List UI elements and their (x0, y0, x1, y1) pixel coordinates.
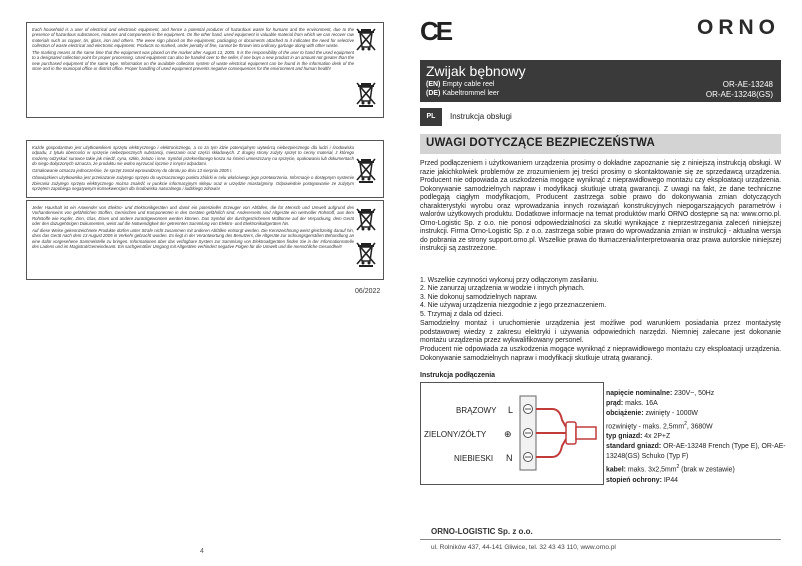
wire-label-blue: NIEBIESKI (454, 454, 494, 463)
footer-address: ul. Rolników 437, 44-141 Gliwice, tel. 32 43 43 110, www.orno.pl (431, 544, 616, 551)
list-item: 3. Nie dokonuj samodzielnych napraw. (420, 293, 538, 301)
product-title: Zwijak bębnowy (426, 63, 526, 79)
weee-pl-paragraph-2: Oznakowanie oznacza jednocześnie, że sprzęt został wprowadzony do obrotu po dniu 13 sierpnia 2005 r. (32, 168, 233, 174)
list-item: 1. Wszelkie czynności wykonuj przy odłączonym zasilaniu. (420, 277, 599, 284)
spec-value: OR-AE-13248 French (Type E), OR-AE-13248(GS) Schuko (Typ F) (606, 443, 786, 461)
document-date: 06/2022 (355, 288, 381, 295)
connection-heading: Instrukcja podłączenia (420, 372, 496, 379)
earth-symbol-icon: ⊕ (504, 430, 512, 440)
safety-heading-bar (420, 134, 781, 154)
crossed-bin-icon (355, 81, 377, 107)
subtitle-de-tag: (DE) (426, 90, 441, 97)
liability-paragraph: Producent nie odpowiada za uszkodzenia mogące wyniknąć z nieprawidłowego montażu czy eksploatacji urządzenia. Dokonywanie samodzielnych napraw i modyfikacji skutkuje utratą gwarancji. (420, 346, 781, 362)
weee-box-de (26, 200, 384, 280)
crossed-bin-icon (355, 241, 377, 267)
right-page (400, 0, 802, 566)
brand-logo: ORNO (697, 16, 780, 39)
spec-label: typ gniazd: (606, 433, 643, 441)
weee-de-paragraph-2: Auf diese Weise gekennzeichnete Produkte dürfen unter Strafe nicht zusammen mit anderen Abfällen entsorgt werden. Die Kennzeichnung weist gleichzeitig darauf hin, dass das Gerät nach dem 13 August 2005 in Verkehr gebracht wurden. Es liegt in der Verantwortung des Benutzers, die Altgeräte zur ordnungsgemäßen Behandlung an eine dafür vorgesehene Sammelstelle zu bringen. Informationen über das verfügbare System zur Sammlung von Elektroaltgeräten finden Sie in der Informationsstelle des Ladens und im Magistrat/Gemeindeamt. Ein sachgemäßer Umgang mit Altgeräten verhindert negative Folgen für die Umwelt und die menschliche Gesundheit! (32, 228, 354, 250)
spec-socket-standard (606, 442, 786, 462)
wire-letter-l: L (508, 405, 514, 415)
spec-label: obciążenie: (606, 410, 644, 417)
spec-value: , 3680W (686, 423, 713, 431)
product-code-2: OR-AE-13248(GS) (705, 90, 773, 99)
spec-socket-type (606, 432, 786, 442)
spec-label: napięcie nominalne: (606, 390, 673, 397)
safety-heading: UWAGI DOTYCZĄCE BEZPIECZEŃSTWA (426, 137, 655, 149)
product-code-1: OR-AE-13248 (722, 80, 773, 89)
spec-ip (606, 476, 786, 486)
wire-label-green-yellow: ZIELONY/ŻÓŁTY (424, 430, 487, 439)
footer-divider (420, 539, 781, 540)
left-page (0, 0, 400, 566)
weee-text-de (32, 205, 354, 251)
weee-pl-paragraph-3: Obowiązkiem użytkownika jest przekazanie zużytego sprzętu do wyznaczonego punktu zbiórki w celu właściwego jego przetworzenia. Informacje o dostępnym systemie zbierania zużytego sprzętu elektrycznego można znaleźć w punkcie informacyjnym sklepu oraz w urzędzie miasta/gminy. Odpowiednie postępowanie ze zużytym sprzętem zapobiega negatywnym konsekwencjom dla środowiska naturalnego i ludzkiego zdrowia! (32, 175, 354, 192)
spec-value: maks. 3x2,5mm (627, 466, 677, 474)
weee-pl-paragraph-1: Każde gospodarstwo jest użytkownikiem sprzętu elektrycznego i elektronicznego, a co za tym idzie potencjalnym wytwórcą niebezpiecznego dla ludzi i środowiska odpadu, z tytułu obecności w sprzęcie niebezpiecznych substancji, mieszanin oraz części składowych. Z drugiej strony zużyty sprzęt to cenny materiał, z którego możemy odzyskać surowce takie jak miedź, cyna, szkło, żelazo i inne. Symbol przekreślonego kosza na śmieci umieszczany na sprzęcie, opakowaniu lub dokumentach do niego dołączonych oznacza, że produktu nie wolno wyrzucać łącznie z innymi odpadami. (32, 145, 354, 166)
ce-mark: CE (420, 16, 451, 46)
spec-label: standard gniazd: (606, 443, 662, 451)
page-number: 4 (200, 548, 204, 555)
safety-list (420, 277, 781, 319)
subtitle-de (426, 90, 499, 97)
installation-paragraph: Samodzielny montaż i uruchomienie urządzenia jest możliwe pod warunkiem posiadania przez montażystę podstawowej wiedzy z zakresu elektryki i używania odpowiednich narzędzi. Niemniej zalecane jest dokonanie montażu urządzenia przez wykwalifikowany personel. (420, 320, 781, 344)
list-item: 5. Trzymaj z dala od dzieci. (420, 310, 504, 318)
list-item: 2. Nie zanurzaj urządzenia w wodzie i innych płynach. (420, 285, 585, 293)
subtitle-de-text: Kabeltrommel leer (442, 90, 500, 97)
specifications (606, 389, 786, 486)
wiring-diagram (420, 382, 604, 485)
weee-text-en (32, 27, 354, 73)
language-label: Instrukcja obsługi (450, 112, 512, 121)
spec-label: kabel: (606, 466, 626, 474)
spec-label: prąd: (606, 400, 624, 407)
weee-en-paragraph-2: The marking means at the same time that the equipment was placed on the market after August 13, 2005. It is the responsibility of the user to hand the used equipment to a designated collection point for proper processing. Used equipment can also be handed over to the seller, if one buys a new product in an amount not greater than the new purchased equipment of the same type. Information on the available collection system of waste electrical equipment can be found in the information desk of the store and in the municipal office or district office. Proper handling of used equipment prevents negative consequences for the environment and human health! (32, 50, 354, 72)
language-code-badge: PL (420, 108, 442, 126)
footer-company: ORNO-LOGISTIC Sp. z o.o. (431, 527, 533, 536)
spec-load (606, 409, 786, 419)
spec-cable (606, 462, 786, 475)
spec-voltage (606, 389, 786, 399)
spec-value: 4x 2P+Z (644, 433, 671, 441)
spec-current (606, 399, 786, 409)
spec-value: maks. 16A (625, 400, 658, 407)
spec-label: rozwinięty - (606, 423, 641, 431)
weee-en-paragraph-1: Each household is a user of electrical and electronic equipment, and hence a potential producer of hazardous waste for humans and the environment, due to the presence of hazardous substances, mixtures and components in the equipment. On the other hand, used equipment is valuable material from which we can recover raw materials such as copper, tin, glass, iron and others. The weee sign placed on the equipment, packaging or documents attached to it indicates the need for selective collection of waste electrical and electronic equipment. Products so marked, under penalty of fine, cannot be thrown into ordinary garbage along with other waste. (32, 27, 354, 48)
intro-paragraph: Przed podłączeniem i użytkowaniem urządzenia prosimy o dokładne zapoznanie się z niniejszą instrukcją obsługi. W razie jakichkolwiek problemów ze zrozumieniem jej treści prosimy o skontaktowanie się ze sprzedawcą urządzenia. Producent nie odpowiada za uszkodzenia mogące wyniknąć z nieprawidłowego montażu czy eksploatacji urządzenia. Dokonywanie samodzielnych napraw i modyfikacji skutkuje utratą gwarancji. Z uwagi na fakt, że dane techniczne podlegają ciągłym modyfikacjom, Producent zastrzega sobie prawo do dokonywania zmian dotyczących charakterystyki wyrobu oraz wprowadzania innych rozwiązań konstrukcyjnych niepogarszających parametrów i walorów użytkowych produktu. Dodatkowe informacje na temat produktów marki ORNO dostępne są na: www.orno.pl. Orno-Logistic Sp. z o.o. nie ponosi odpowiedzialności za skutki wynikające z nieprzestrzegania zaleceń niniejszej instrukcji. Firma Orno-Logistic Sp. z o.o. zastrzega sobie prawo do wprowadzania zmian w instrukcji - aktualna wersja do pobrania ze strony support.orno.pl. Wszelkie prawa do tłumaczenia/interpretowania oraz prawa autorskie niniejszej instrukcji są zastrzeżone. (420, 160, 781, 252)
cable-sheath (566, 422, 576, 444)
subtitle-en (426, 81, 494, 88)
title-bar (420, 60, 781, 102)
spec-value: zwinięty - 1000W (645, 410, 698, 417)
wire-label-brown: BRĄZOWY (456, 406, 497, 415)
spec-value: (brak w zestawie) (679, 466, 735, 474)
spec-superscript: 2 (676, 464, 680, 471)
list-item: 4. Nie używaj urządzenia niezgodnie z jego przeznaczeniem. (420, 302, 607, 310)
weee-box-pl (26, 140, 384, 198)
spec-unwound (606, 419, 786, 432)
spec-superscript: 2 (684, 421, 687, 427)
weee-box-en (26, 22, 384, 118)
spec-value: 230V~, 50Hz (674, 390, 715, 397)
weee-text-pl (32, 145, 354, 193)
spec-label: stopień ochrony: (606, 476, 662, 484)
spec-value: IP44 (663, 476, 679, 484)
crossed-bin-icon (355, 157, 377, 183)
wire-letter-n: N (506, 453, 513, 463)
crossed-bin-icon (355, 27, 377, 53)
weee-de-paragraph-1: Jeder Haushalt ist ein Anwender von Elektro- und Elektronikgeräten und damit ein potenzieller Erzeuger von Abfällen, die für Mensch und Umwelt aufgrund des Vorhandenseins von gefährlichen Stoffen, Gemischen und Komponenten in den Geräten gefährlich sind. Andererseits sind Altgeräte ein wertvoller Rohstoff, aus dem Rohstoffe wie Kupfer, Zinn, Glas, Eisen und andere zurückgewonnen werden können. Das Symbol der durchgestrichenen Mülltonne auf der Verpackung, dem Gerät oder den dazugehörigen Dokumenten, weist auf die Notwendigkeit der getrennten Sammlung von Elektro- und Elektronikaltgeräten hin. (32, 205, 354, 226)
subtitle-en-tag: (EN) (426, 81, 441, 88)
cable (576, 427, 596, 439)
subtitle-en-text: Empty cable reel (442, 81, 495, 88)
crossed-bin-icon (355, 207, 377, 233)
spec-value: maks. 2,5mm (642, 423, 685, 431)
language-row (420, 108, 781, 126)
